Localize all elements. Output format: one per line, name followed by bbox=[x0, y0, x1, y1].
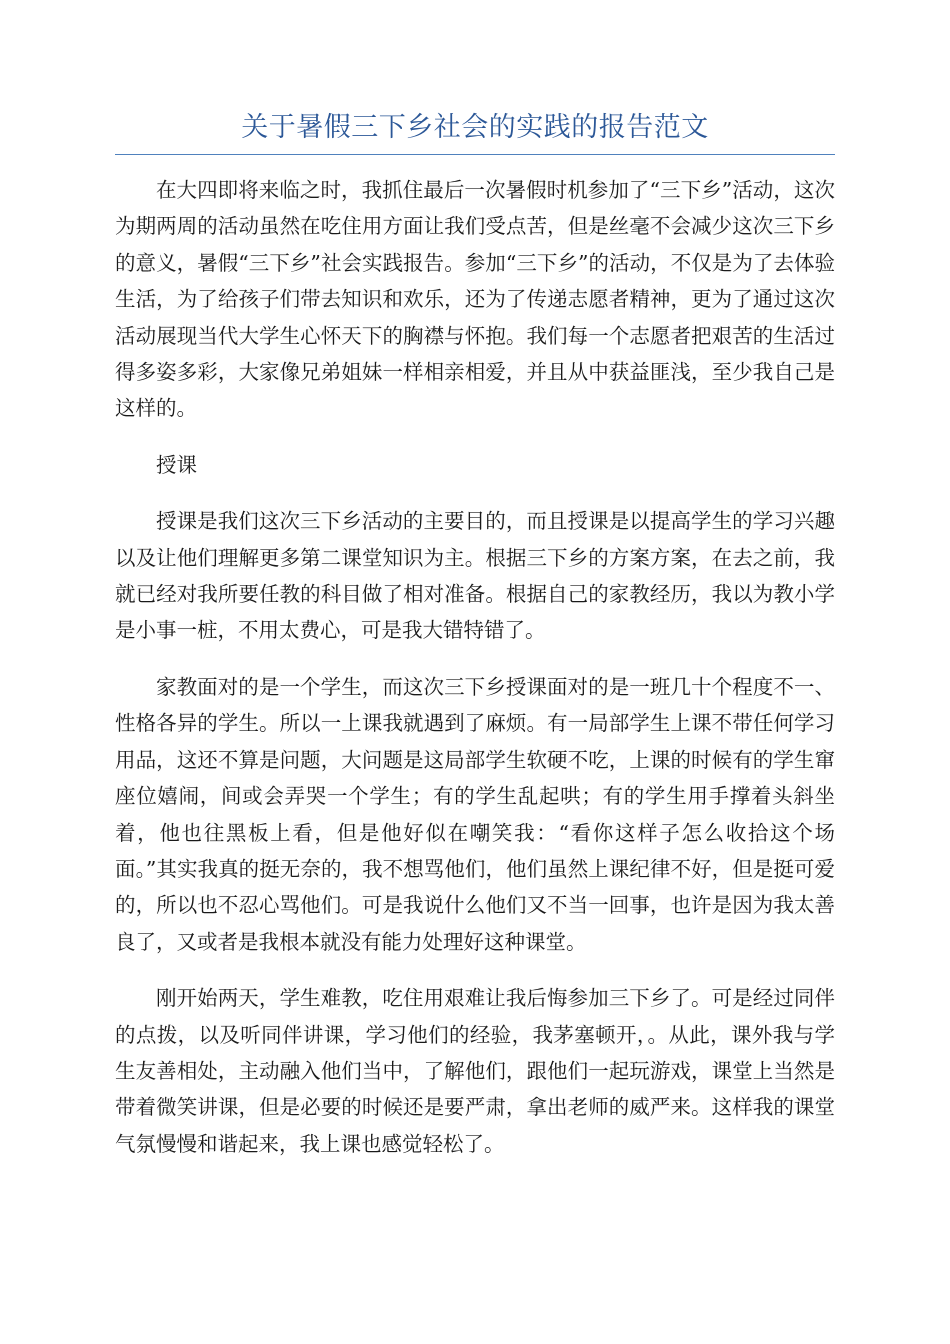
paragraph-improvement: 刚开始两天，学生难教，吃住用艰难让我后悔参加三下乡了。可是经过同伴的点拨，以及听同伴讲课，学习他们的经验，我茅塞顿开，。从此，课外我与学生友善相处，主动融入他们当中，了解他们，跟他们一起玩游戏，课堂上当然是带着微笑讲课，但是必要的时候还是要严肃，拿出老师的威严来。这样我的课堂气氛慢慢和谐起来，我上课也感觉轻松了。 bbox=[115, 986, 835, 1156]
section-heading-teaching: 授课 bbox=[156, 452, 197, 477]
paragraph-classroom-difficulty: 家教面对的是一个学生，而这次三下乡授课面对的是一班几十个程度不一、性格各异的学生。所以一上课我就遇到了麻烦。有一局部学生上课不带任何学习用品，这还不算是问题，大问题是这局部学生软硬不吃，上课的时候有的学生窜座位嬉闹，间或会弄哭一个学生；有的学生乱起哄；有的学生用手撑着头斜坐着，他也往黑板上看，但是他好似在嘲笑我：“看你这样子怎么收拾这个场面。”其实我真的挺无奈的，我不想骂他们，他们虽然上课纪律不好，但是挺可爱的，所以也不忍心骂他们。可是我说什么他们又不当一回事，也许是因为我太善良了，又或者是我根本就没有能力处理好这种课堂。 bbox=[115, 674, 835, 954]
document-body bbox=[115, 172, 835, 1182]
paragraph-intro: 在大四即将来临之时，我抓住最后一次暑假时机参加了“三下乡”活动，这次为期两周的活动虽然在吃住用方面让我们受点苦，但是丝毫不会减少这次三下乡的意义，暑假“三下乡”社会实践报告。参加“三下乡”的活动，不仅是为了去体验生活，为了给孩子们带去知识和欢乐，还为了传递志愿者精神，更为了通过这次活动展现当代大学生心怀天下的胸襟与怀抱。我们每一个志愿者把艰苦的生活过得多姿多彩，大家像兄弟姐妹一样相亲相爱，并且从中获益匪浅，至少我自己是这样的。 bbox=[115, 178, 835, 421]
document-title: 关于暑假三下乡社会的实践的报告范文 bbox=[241, 112, 709, 143]
paragraph-teaching-goal: 授课是我们这次三下乡活动的主要目的，而且授课是以提高学生的学习兴趣以及让他们理解更多第二课堂知识为主。根据三下乡的方案方案，在去之前，我就已经对我所要任教的科目做了相对准备。根据自己的家教经历，我以为教小学是小事一桩，不用太费心，可是我大错特错了。 bbox=[115, 509, 835, 643]
title-underline bbox=[115, 154, 835, 155]
